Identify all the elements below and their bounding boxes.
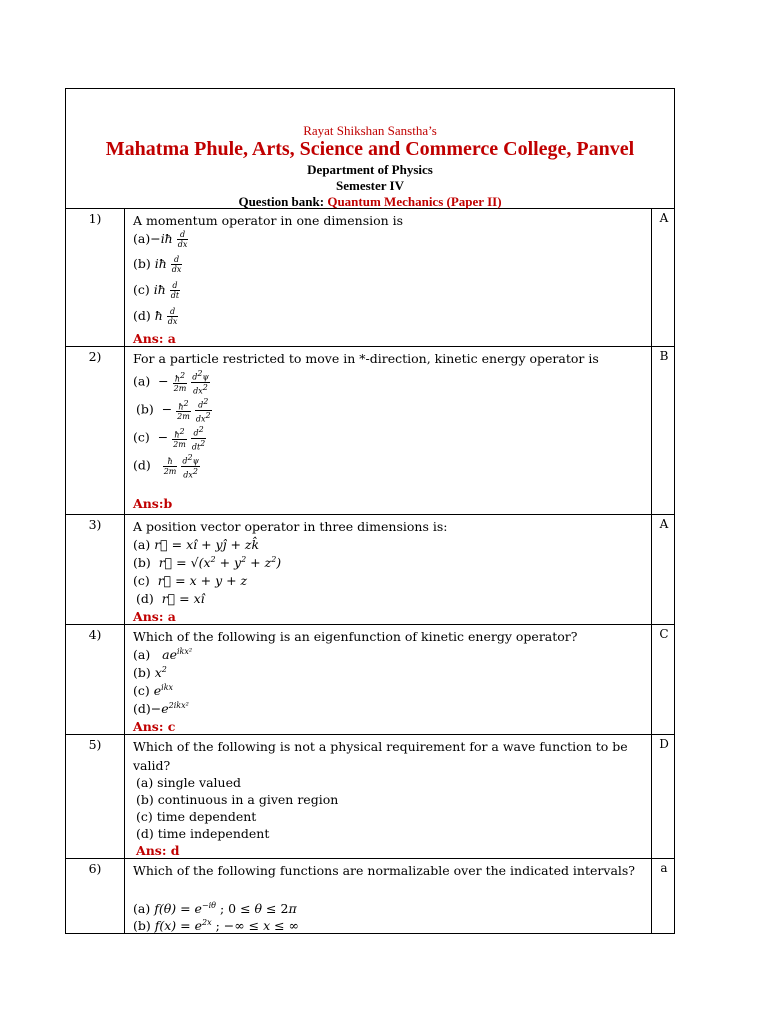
question-number: 6) — [88, 861, 102, 876]
answer-label: Ans: a — [133, 331, 176, 346]
answer-key: C — [659, 627, 669, 641]
option-b: (b) r⃗ = $√(x^2 + y^2 + z^2)$ — [133, 555, 282, 571]
answer-key: B — [659, 349, 669, 363]
question-row-2 — [66, 347, 674, 515]
option-b: (b) − $\frac{ħ^2}{2m}$ $\frac{d^2}{dx^2}$ — [136, 397, 211, 424]
option-a: (a) − $\frac{ħ^2}{2m}$ $\frac{d^2\psi}{dx^2}$ — [133, 369, 209, 396]
option-a: (a) r⃗ = xî + yĵ + zk̂ — [133, 537, 260, 552]
question-number: 4) — [88, 627, 102, 642]
option-c: (c) − $\frac{ħ^2}{2m}$ $\frac{d^2}{dt^2}$ — [133, 425, 206, 452]
question-text: A position vector operator in three dimensions is: — [133, 519, 448, 534]
semester-label: Semester IV — [336, 178, 404, 193]
option-a: (a) single valued — [136, 775, 241, 790]
question-number: 5) — [88, 737, 102, 752]
answer-label: Ans: d — [136, 843, 180, 858]
option-a: (a) $ae^{ikx^2}$ — [133, 647, 193, 663]
question-number: 3) — [88, 517, 102, 532]
option-d: (d) ħ $\frac{d}{dx}$ — [133, 307, 178, 326]
department-name: Department of Physics — [307, 162, 433, 177]
question-bank-page — [65, 88, 675, 934]
answer-key: A — [659, 517, 669, 531]
qbank-subject: Quantum Mechanics (Paper II) — [327, 194, 502, 209]
option-d: $(d)-e^{2ikx^2}$ — [133, 701, 189, 717]
option-d: (d) time independent — [136, 826, 270, 841]
question-number: 1) — [88, 211, 102, 226]
option-c: (c) $e^{ikx}$ — [133, 683, 174, 699]
option-d: (d) $\frac{ħ}{2m}$ $\frac{d^2\psi}{dx^2}$ — [133, 453, 199, 480]
option-c: (c) iħ $\frac{d}{dt}$ — [133, 281, 180, 300]
college-name: Mahatma Phule, Arts, Science and Commerce College, Panvel — [105, 138, 635, 160]
option-a: (a) $f(\theta) = e^{-i\theta}$ ; 0 ≤ θ ≤ 2π — [133, 901, 297, 917]
question-text: Which of the following is an eigenfunction of kinetic energy operator? — [133, 629, 578, 644]
option-b: (b) continuous in a given region — [136, 792, 339, 807]
option-a: (a)−iħ $\frac{d}{dx}$ — [133, 230, 188, 249]
option-c: (c) time dependent — [136, 809, 257, 824]
question-row-4 — [66, 625, 674, 735]
answer-key: A — [659, 211, 669, 225]
document-header — [66, 89, 674, 209]
qbank-prefix: Question bank: — [238, 194, 328, 209]
answer-key: a — [660, 861, 668, 875]
question-number: 2) — [88, 349, 102, 364]
question-row-5 — [66, 735, 674, 859]
option-c: (c) r⃗ = x + y + z — [133, 573, 248, 588]
answer-label: Ans: a — [133, 609, 176, 624]
answer-label: Ans: c — [133, 719, 176, 734]
option-b: (b) iħ $\frac{d}{dx}$ — [133, 255, 182, 274]
question-text: For a particle restricted to move in *-direction, kinetic energy operator is — [133, 351, 599, 366]
question-text: Which of the following is not a physical requirement for a wave function to be valid? — [133, 739, 628, 773]
option-b: (b) $x^2$ — [133, 665, 167, 681]
question-row-3 — [66, 515, 674, 625]
question-text: A momentum operator in one dimension is — [133, 213, 404, 228]
question-row-1 — [66, 209, 674, 347]
question-bank-title — [66, 194, 674, 210]
society-name: Rayat Shikshan Sanstha’s — [303, 123, 437, 138]
question-row-6 — [66, 859, 674, 934]
option-b: (b) $f(x) = e^{2x}$ ; −∞ ≤ x ≤ ∞ — [133, 918, 299, 934]
answer-label: Ans:b — [133, 496, 173, 511]
question-text: Which of the following functions are normalizable over the indicated intervals? — [133, 863, 636, 878]
option-d: (d) r⃗ = xî — [136, 591, 205, 606]
answer-key: D — [659, 737, 669, 751]
